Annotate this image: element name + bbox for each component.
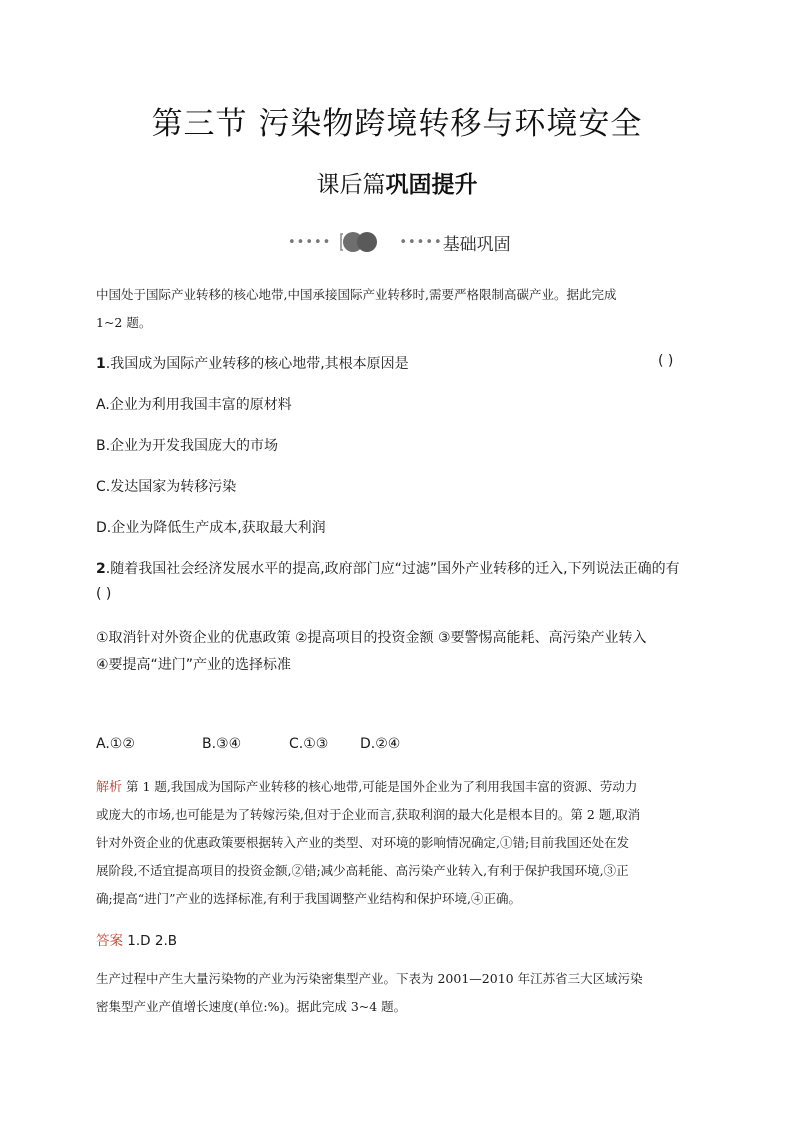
q2-stem [96, 558, 680, 578]
q2-number: 2 [96, 561, 106, 577]
passage1-line1: 中国处于国际产业转移的核心地带,中国承接国际产业转移时,需要严格限制高碳产业。据此完成 [96, 287, 617, 302]
answer-text: 1.D 2.B [123, 933, 177, 949]
passage2-line1: 生产过程中产生大量污染物的产业为污染密集型产业。下表为 2001—2010 年江苏省三大区域污染 [96, 971, 643, 986]
passage2-line2: 密集型产业产值增长速度(单位:%)。据此完成 3~4 题。 [96, 999, 407, 1014]
q1-text: .我国成为国际产业转移的核心地带,其根本原因是 [105, 356, 409, 372]
analysis-line2: 或庞大的市场,也可能是为了转嫁污染,但对于企业而言,获取利润的最大化是根本目的。第 2 题,取消 [96, 807, 641, 822]
subtitle-bold: 巩固提升 [385, 172, 478, 198]
q1-stem [96, 353, 409, 373]
analysis-line1 [96, 773, 637, 802]
q2-items-line2: ④要提高“进门”产业的选择标准 [96, 657, 292, 673]
double-circle-icon [335, 228, 387, 256]
subtitle-prefix: 课后篇 [316, 172, 386, 198]
analysis-text-1: 第 1 题,我国成为国际产业转移的核心地带,可能是国外企业为了利用我国丰富的资源、劳动力 [122, 779, 638, 794]
q2-option-d: D.②④ [360, 736, 401, 752]
q2-option-c: C.①③ [289, 736, 329, 752]
q1-option-c: C.发达国家为转移污染 [96, 479, 237, 495]
q2-paren: ( ) [96, 586, 112, 602]
answer-label: 答案 [96, 933, 123, 949]
q1-option-d: D.企业为降低生产成本,获取最大利润 [96, 520, 326, 536]
analysis-label: 解析 [96, 780, 123, 795]
analysis-line3: 针对外资企业的优惠政策要根据转入产业的类型、对环境的影响情况确定,①错;目前我国还处在发 [96, 835, 630, 850]
section-label: 基础巩固 [442, 234, 511, 255]
q1-option-a: A.企业为利用我国丰富的原材料 [96, 397, 292, 413]
section-dots-left: ••••• [288, 234, 332, 250]
section-dots-right: ••••• [399, 234, 443, 250]
passage1-line2: 1~2 题。 [96, 315, 152, 330]
analysis-line5: 确;提高“进门”产业的选择标准,有利于我国调整产业结构和保护环境,④正确。 [96, 891, 521, 906]
q2-items-line1: ①取消针对外资企业的优惠政策 ②提高项目的投资金额 ③要警惕高能耗、高污染产业转入 [96, 630, 647, 646]
page-title: 第三节 污染物跨境转移与环境安全 [151, 106, 643, 142]
page-subtitle [0, 166, 794, 199]
analysis-line4: 展阶段,不适宜提高项目的投资金额,②错;减少高耗能、高污染产业转入,有利于保护我国环境,③正 [96, 863, 629, 878]
q1-paren: ( ) [658, 353, 674, 369]
q2-option-b: B.③④ [202, 736, 242, 752]
q1-option-b: B.企业为开发我国庞大的市场 [96, 438, 279, 454]
q1-number: 1 [96, 356, 106, 372]
q2-option-a: A.①② [96, 736, 135, 752]
section-header [288, 228, 511, 256]
answer-line [96, 929, 177, 949]
q2-text: .随着我国社会经济发展水平的提高,政府部门应“过滤”国外产业转移的迁入,下列说法正确的有 [105, 561, 680, 577]
